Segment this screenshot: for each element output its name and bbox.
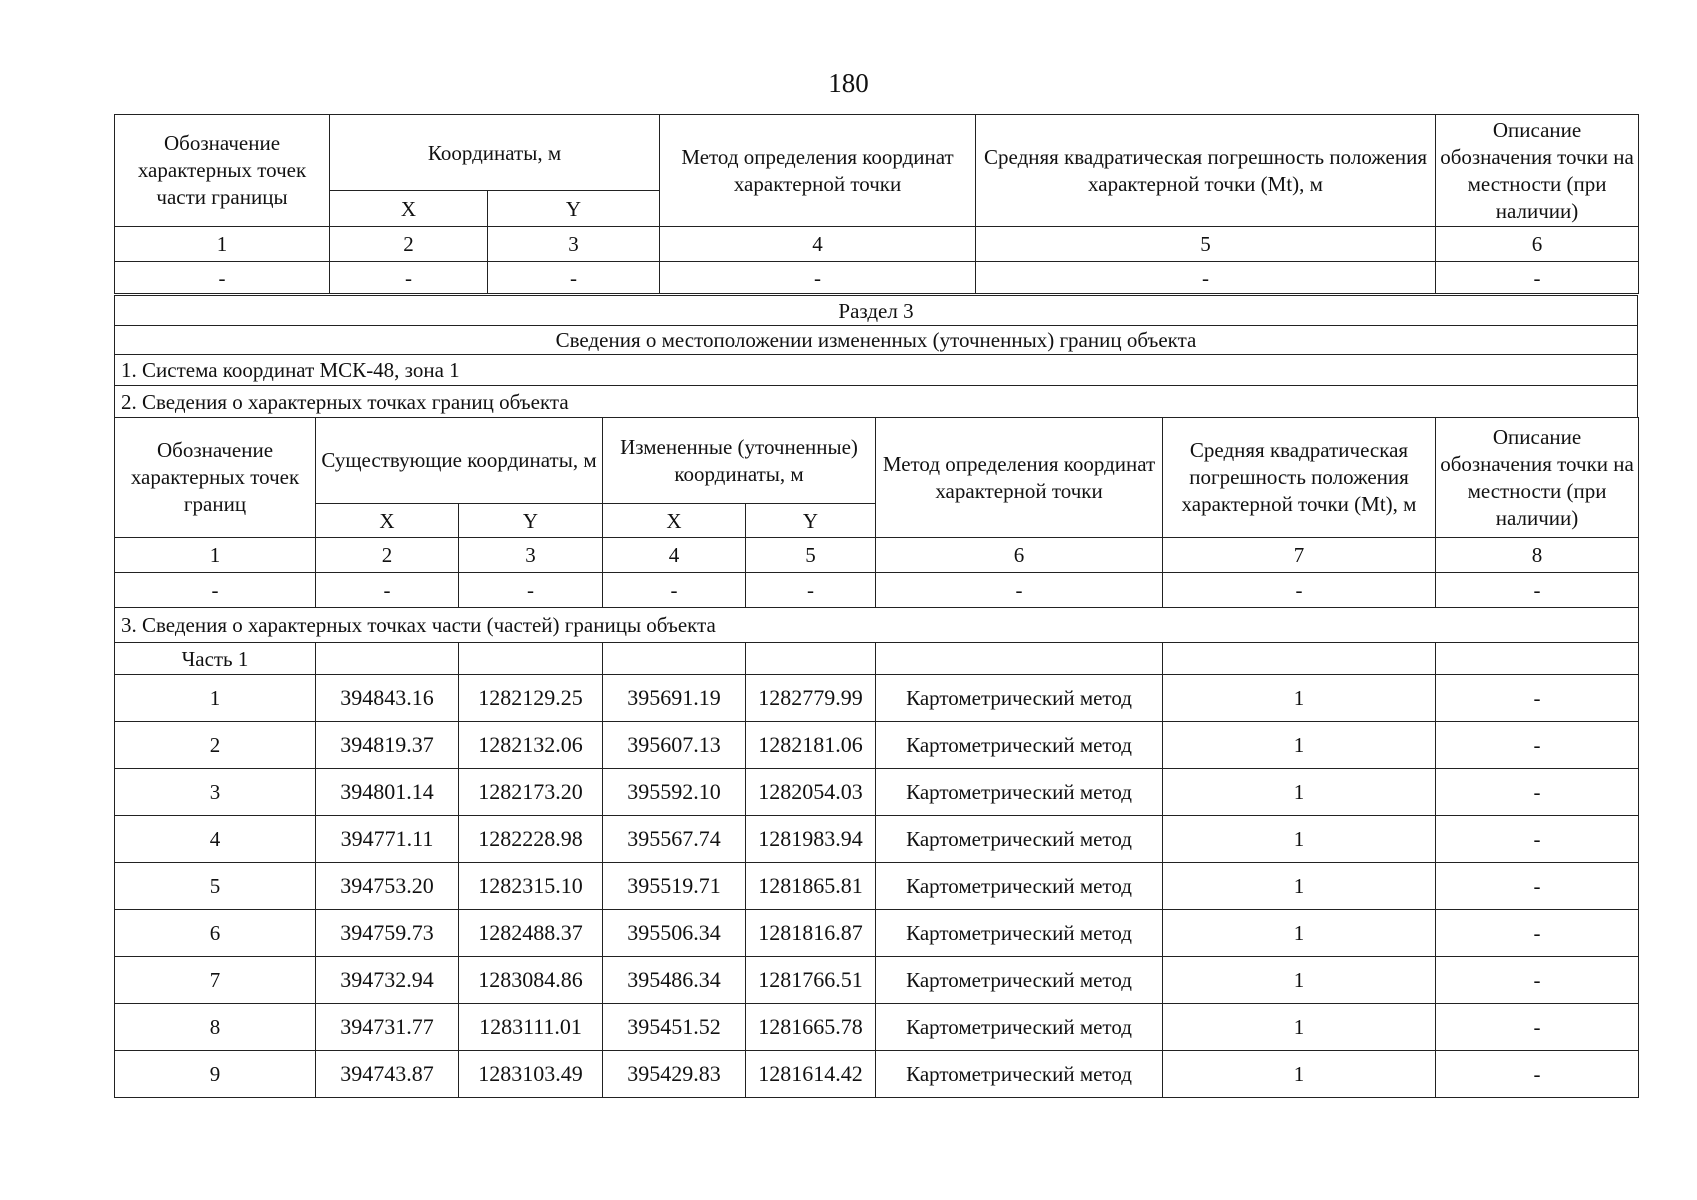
changed-x: 395691.19 <box>603 675 746 722</box>
column-number: 5 <box>976 227 1436 262</box>
column-number-row <box>115 227 1639 262</box>
table-cell: - <box>330 262 488 294</box>
description: - <box>1436 910 1639 957</box>
point-number: 5 <box>115 863 316 910</box>
column-number: 4 <box>660 227 976 262</box>
changed-x: 395519.71 <box>603 863 746 910</box>
existing-x: 394743.87 <box>316 1051 459 1098</box>
table-cell: - <box>746 573 876 608</box>
coordinate-system: 1. Система координат МСК-48, зона 1 <box>115 355 1638 386</box>
table-cell: - <box>488 262 660 294</box>
table-cell: - <box>660 262 976 294</box>
table-cell: - <box>459 573 603 608</box>
error-value: 1 <box>1163 1004 1436 1051</box>
table-cell: - <box>316 573 459 608</box>
method: Картометрический метод <box>876 957 1163 1004</box>
existing-y: 1282315.10 <box>459 863 603 910</box>
error-value: 1 <box>1163 1051 1436 1098</box>
header-error: Средняя квадратическая погрешность положения характерной точки (Mt), м <box>976 115 1436 227</box>
table-row <box>115 769 1639 816</box>
error-value: 1 <box>1163 863 1436 910</box>
part-label: Часть 1 <box>115 643 316 675</box>
changed-x: 395592.10 <box>603 769 746 816</box>
header-method: Метод определения координат характерной точки <box>660 115 976 227</box>
section-heading-table <box>114 295 1638 418</box>
method: Картометрический метод <box>876 675 1163 722</box>
column-number: 7 <box>1163 538 1436 573</box>
points-body <box>115 675 1639 1098</box>
column-number: 8 <box>1436 538 1639 573</box>
description: - <box>1436 816 1639 863</box>
existing-x: 394732.94 <box>316 957 459 1004</box>
existing-y: 1283084.86 <box>459 957 603 1004</box>
existing-x: 394753.20 <box>316 863 459 910</box>
header-description: Описание обозначения точки на местности (при наличии) <box>1436 418 1639 538</box>
existing-y: 1282488.37 <box>459 910 603 957</box>
column-number: 1 <box>115 227 330 262</box>
part-points-heading: 3. Сведения о характерных точках части (частей) границы объекта <box>115 608 1639 643</box>
existing-y: 1283103.49 <box>459 1051 603 1098</box>
method: Картометрический метод <box>876 910 1163 957</box>
changed-boundary-table <box>114 417 1639 1098</box>
table-row <box>115 262 1639 294</box>
table-row <box>115 1004 1639 1051</box>
error-value: 1 <box>1163 957 1436 1004</box>
table-row <box>115 957 1639 1004</box>
description: - <box>1436 957 1639 1004</box>
existing-y: 1282228.98 <box>459 816 603 863</box>
table-cell: - <box>115 262 330 294</box>
header-x: X <box>330 191 488 227</box>
existing-x: 394819.37 <box>316 722 459 769</box>
error-value: 1 <box>1163 769 1436 816</box>
page-number: 180 <box>828 68 869 98</box>
existing-x: 394771.11 <box>316 816 459 863</box>
column-number-row <box>115 538 1639 573</box>
description: - <box>1436 1051 1639 1098</box>
existing-y: 1283111.01 <box>459 1004 603 1051</box>
description: - <box>1436 1004 1639 1051</box>
header-existing-y: Y <box>459 504 603 538</box>
changed-y: 1282054.03 <box>746 769 876 816</box>
column-number: 6 <box>876 538 1163 573</box>
column-number: 3 <box>488 227 660 262</box>
section-subtitle: Сведения о местоположении измененных (уточненных) границ объекта <box>115 326 1638 355</box>
method: Картометрический метод <box>876 722 1163 769</box>
header-existing-coordinates: Существующие координаты, м <box>316 418 603 504</box>
header-error: Средняя квадратическая погрешность положения характерной точки (Mt), м <box>1163 418 1436 538</box>
table-row <box>115 816 1639 863</box>
table-cell: - <box>1436 262 1639 294</box>
table-cell: - <box>876 573 1163 608</box>
changed-y: 1281665.78 <box>746 1004 876 1051</box>
table-row <box>115 863 1639 910</box>
table-row <box>115 910 1639 957</box>
description: - <box>1436 769 1639 816</box>
existing-x: 394843.16 <box>316 675 459 722</box>
table-row <box>115 1051 1639 1098</box>
method: Картометрический метод <box>876 816 1163 863</box>
changed-x: 395429.83 <box>603 1051 746 1098</box>
column-number: 1 <box>115 538 316 573</box>
point-number: 4 <box>115 816 316 863</box>
column-number: 6 <box>1436 227 1639 262</box>
header-designation: Обозначение характерных точек части границы <box>115 115 330 227</box>
existing-y: 1282173.20 <box>459 769 603 816</box>
header-description: Описание обозначения точки на местности (при наличии) <box>1436 115 1639 227</box>
description: - <box>1436 863 1639 910</box>
description: - <box>1436 722 1639 769</box>
table-cell: - <box>976 262 1436 294</box>
changed-x: 395486.34 <box>603 957 746 1004</box>
point-number: 6 <box>115 910 316 957</box>
header-changed-x: X <box>603 504 746 538</box>
header-designation: Обозначение характерных точек границ <box>115 418 316 538</box>
header-changed-y: Y <box>746 504 876 538</box>
method: Картометрический метод <box>876 863 1163 910</box>
changed-x: 395451.52 <box>603 1004 746 1051</box>
header-y: Y <box>488 191 660 227</box>
table-cell: - <box>1163 573 1436 608</box>
changed-y: 1281614.42 <box>746 1051 876 1098</box>
point-number: 3 <box>115 769 316 816</box>
existing-x: 394759.73 <box>316 910 459 957</box>
changed-x: 395607.13 <box>603 722 746 769</box>
boundary-points-heading: 2. Сведения о характерных точках границ объекта <box>115 386 1638 418</box>
error-value: 1 <box>1163 722 1436 769</box>
table-row <box>115 722 1639 769</box>
changed-x: 395567.74 <box>603 816 746 863</box>
method: Картометрический метод <box>876 769 1163 816</box>
table-row <box>115 675 1639 722</box>
changed-y: 1281865.81 <box>746 863 876 910</box>
changed-y: 1281816.87 <box>746 910 876 957</box>
error-value: 1 <box>1163 675 1436 722</box>
point-number: 1 <box>115 675 316 722</box>
header-method: Метод определения координат характерной точки <box>876 418 1163 538</box>
point-number: 7 <box>115 957 316 1004</box>
header-changed-coordinates: Измененные (уточненные) координаты, м <box>603 418 876 504</box>
table-cell: - <box>1436 573 1639 608</box>
column-number: 5 <box>746 538 876 573</box>
column-number: 2 <box>316 538 459 573</box>
existing-x: 394801.14 <box>316 769 459 816</box>
column-number: 2 <box>330 227 488 262</box>
changed-x: 395506.34 <box>603 910 746 957</box>
changed-y: 1281983.94 <box>746 816 876 863</box>
point-number: 9 <box>115 1051 316 1098</box>
point-number: 2 <box>115 722 316 769</box>
table-cell: - <box>603 573 746 608</box>
existing-y: 1282132.06 <box>459 722 603 769</box>
description: - <box>1436 675 1639 722</box>
table-row <box>115 573 1639 608</box>
changed-y: 1282779.99 <box>746 675 876 722</box>
existing-x: 394731.77 <box>316 1004 459 1051</box>
changed-y: 1281766.51 <box>746 957 876 1004</box>
method: Картометрический метод <box>876 1004 1163 1051</box>
changed-y: 1282181.06 <box>746 722 876 769</box>
section-title: Раздел 3 <box>115 296 1638 326</box>
error-value: 1 <box>1163 910 1436 957</box>
header-existing-x: X <box>316 504 459 538</box>
error-value: 1 <box>1163 816 1436 863</box>
point-number: 8 <box>115 1004 316 1051</box>
table-cell: - <box>115 573 316 608</box>
header-coordinates: Координаты, м <box>330 115 660 191</box>
existing-y: 1282129.25 <box>459 675 603 722</box>
column-number: 3 <box>459 538 603 573</box>
part-boundary-table <box>114 114 1639 294</box>
method: Картометрический метод <box>876 1051 1163 1098</box>
column-number: 4 <box>603 538 746 573</box>
